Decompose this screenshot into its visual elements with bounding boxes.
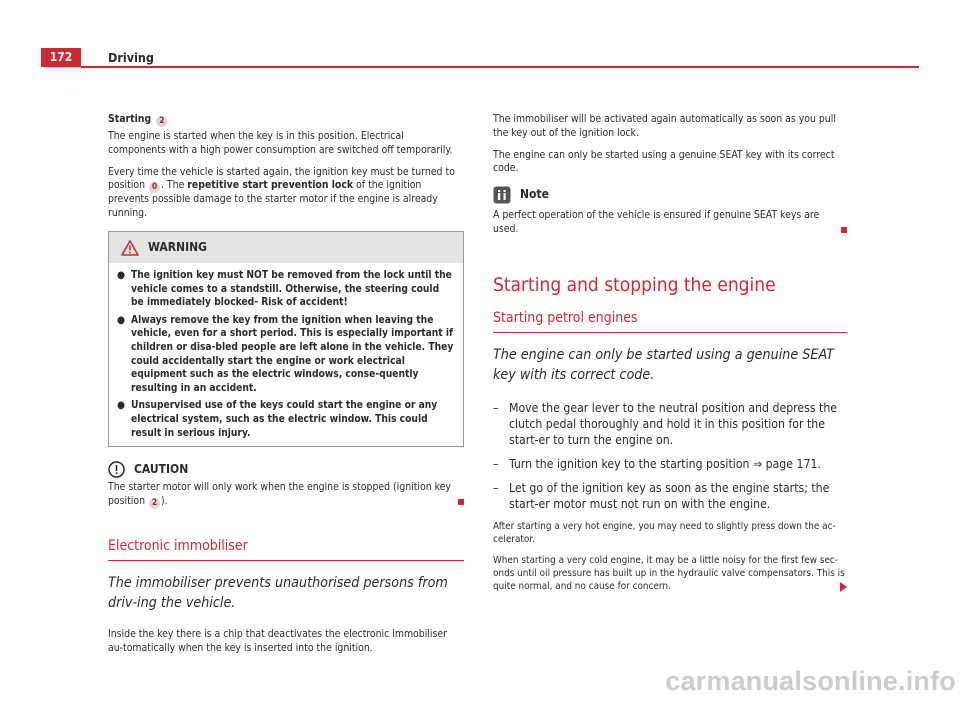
cold-engine-body: When starting a very cold engine, it may be a little noisy for the first few sec-onds until oil pressure has built up in the hydraulic valve compensators. This is quite normal, and no cause for concern. bbox=[493, 554, 845, 592]
section-end-marker bbox=[458, 499, 464, 505]
immobiliser-text: Inside the key there is a chip that deactivates the electronic immobiliser au-tomatically when the key is inserted into the ignition. bbox=[108, 627, 447, 654]
warning-item-text: The ignition key must NOT be removed from the lock until the vehicle comes to a standstill. Otherwise, the steering could be immediately blocked- Risk of accident! bbox=[131, 269, 452, 309]
warning-item-text: Unsupervised use of the keys could start the engine or any electrical system, such as the electric window. This could result in serious injury. bbox=[131, 400, 438, 439]
immobiliser-heading: Electronic immobiliser bbox=[108, 537, 464, 561]
bullet-icon: ● bbox=[117, 269, 125, 281]
note-text-body: A perfect operation of the vehicle is ensured if genuine SEAT keys are used. bbox=[493, 209, 820, 235]
watermark: carmanualsonline.info bbox=[665, 666, 956, 696]
bullet-icon: ● bbox=[117, 314, 125, 326]
step-text: Move the gear lever to the neutral position and depress the clutch pedal thoroughly and hold it in this position for the start-er to turn the engine on. bbox=[509, 400, 838, 447]
caution-text-a: The starter motor will only work when the engine is stopped (ignition key position bbox=[108, 481, 451, 507]
petrol-subheading: Starting petrol engines bbox=[493, 309, 847, 333]
position-badge-0: 0 bbox=[149, 182, 160, 193]
warning-title: WARNING bbox=[148, 240, 207, 255]
starting-subheading bbox=[108, 113, 464, 127]
dash-marker: – bbox=[493, 480, 499, 495]
right-column bbox=[493, 113, 847, 601]
page-number: 172 bbox=[41, 48, 81, 67]
warning-body bbox=[109, 263, 463, 446]
warning-item bbox=[117, 399, 455, 440]
caution-text bbox=[108, 481, 464, 509]
position-badge-2: 2 bbox=[156, 116, 167, 127]
petrol-lead: The engine can only be started using a genuine SEAT key with its correct code. bbox=[493, 346, 834, 383]
starting-label: Starting bbox=[108, 113, 152, 125]
restart-text-a: Every time the vehicle is started again, the ignition key must be turned to position bbox=[108, 165, 455, 192]
dash-marker: – bbox=[493, 456, 499, 471]
restart-text-c: of the ignition prevents possible damage to the starter motor if the engine is already running. bbox=[108, 179, 438, 220]
step-item bbox=[493, 456, 847, 472]
continue-arrow-icon bbox=[840, 582, 847, 592]
warning-box bbox=[108, 231, 464, 447]
hot-engine-text: After starting a very hot engine, you may need to slightly press down the ac-celerator. bbox=[493, 520, 836, 545]
genuine-key-text: The engine can only be started using a genuine SEAT key with its correct code. bbox=[493, 148, 835, 175]
note-text bbox=[493, 209, 847, 237]
header-rule bbox=[81, 66, 919, 68]
restart-bold-term: repetitive start prevention lock bbox=[187, 179, 354, 192]
step-item bbox=[493, 400, 847, 448]
section-end-marker bbox=[841, 227, 847, 233]
caution-header bbox=[108, 461, 464, 478]
warning-triangle-icon bbox=[121, 240, 139, 256]
restart-text-b: . The bbox=[161, 179, 185, 192]
bullet-icon: ● bbox=[117, 400, 125, 412]
restart-paragraph bbox=[108, 166, 464, 221]
caution-title: CAUTION bbox=[134, 461, 189, 476]
main-heading: Starting and stopping the engine bbox=[493, 273, 776, 296]
note-title: Note bbox=[520, 187, 549, 202]
warning-header bbox=[109, 232, 463, 263]
warning-item-text: Always remove the key from the ignition when leaving the vehicle, even for a short period. This is especially important if children or disa-bled people are left alone in the vehicle. They could accidentally start the engine or work electrical equipment such as the electric windows, conse-quently resulting in an accident. bbox=[131, 314, 454, 394]
caution-exclamation-icon bbox=[108, 461, 125, 478]
immobiliser-lead: The immobiliser prevents unauthorised persons from driv-ing the vehicle. bbox=[108, 574, 448, 611]
step-text: Let go of the ignition key as soon as the engine starts; the start-er motor must not run on with the engine. bbox=[509, 480, 830, 511]
step-item bbox=[493, 480, 847, 512]
note-header bbox=[493, 186, 847, 204]
position-badge-2: 2 bbox=[149, 498, 160, 509]
cold-engine-text bbox=[493, 554, 847, 593]
note-info-icon bbox=[493, 186, 511, 204]
page-section-title: Driving bbox=[108, 50, 154, 65]
step-text: Turn the ignition key to the starting position ⇒ page 171. bbox=[509, 456, 821, 471]
steps-list bbox=[493, 400, 847, 512]
immobiliser-reactivate-text: The immobiliser will be activated again automatically as soon as you pull the key out of the ignition lock. bbox=[493, 113, 836, 139]
dash-marker: – bbox=[493, 400, 499, 415]
caution-text-b: ). bbox=[161, 494, 168, 507]
warning-item bbox=[117, 314, 455, 396]
left-column bbox=[108, 113, 464, 664]
warning-item bbox=[117, 269, 455, 310]
starting-paragraph: The engine is started when the key is in this position. Electrical components with a high power consumption are switched off temporarily. bbox=[108, 130, 453, 156]
